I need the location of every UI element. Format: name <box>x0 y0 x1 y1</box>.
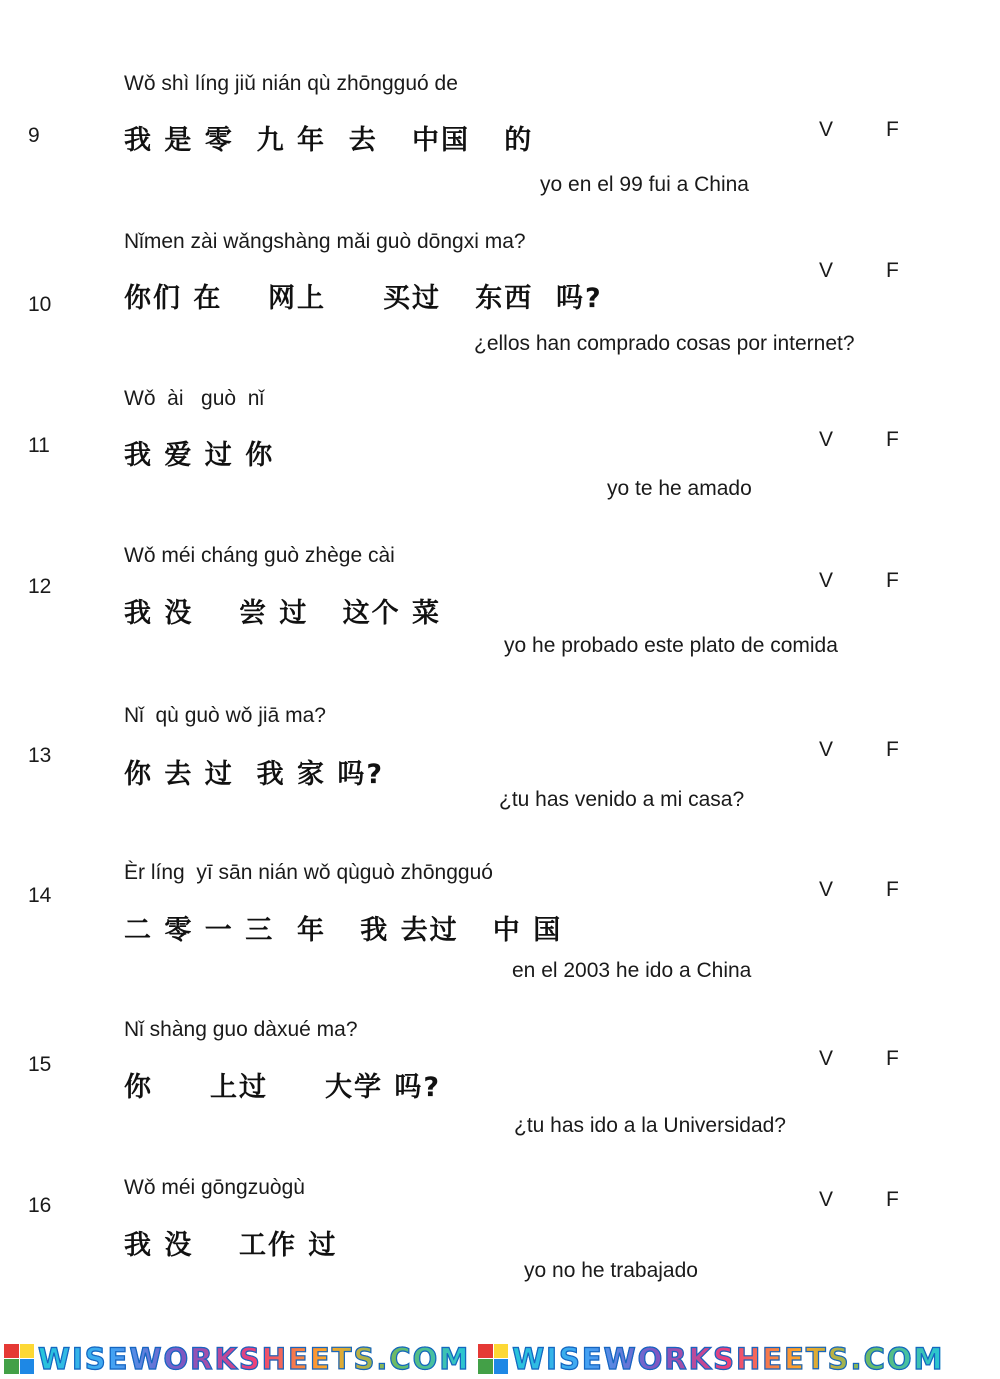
true-option[interactable]: V <box>819 878 834 901</box>
false-option[interactable]: F <box>886 569 899 592</box>
hanzi-text: 二 零 一 三 年 我 去过 中 国 <box>124 915 563 946</box>
true-option[interactable]: V <box>819 1188 834 1211</box>
spanish-translation: ¿ellos han comprado cosas por internet? <box>474 332 855 355</box>
false-option[interactable]: F <box>886 1188 899 1211</box>
pinyin-text: Wǒ méi gōngzuògù <box>124 1176 305 1199</box>
pinyin-text: Nǐ qù guò wǒ jiā ma? <box>124 704 326 727</box>
false-option[interactable]: F <box>886 259 899 282</box>
hanzi-text: 我 是 零 九 年 去 中国 的 <box>124 125 534 156</box>
false-option[interactable]: F <box>886 738 899 761</box>
true-option[interactable]: V <box>819 118 834 141</box>
question-number: 10 <box>28 293 52 316</box>
question-number: 12 <box>28 575 52 598</box>
brand-name: WISEWORKSHEETS.COM <box>38 1341 471 1376</box>
pinyin-text: Nǐmen zài wǎngshàng mǎi guò dōngxi ma? <box>124 230 526 253</box>
question-number: 9 <box>28 124 40 147</box>
false-option[interactable]: F <box>886 118 899 141</box>
spanish-translation: yo no he trabajado <box>524 1259 698 1282</box>
pinyin-text: Wǒ méi cháng guò zhège cài <box>124 544 395 567</box>
wiseworksheets-logo-icon <box>478 1344 508 1374</box>
true-option[interactable]: V <box>819 259 834 282</box>
brand-block <box>4 1342 470 1376</box>
brand-name: WISEWORKSHEETS.COM <box>512 1341 945 1376</box>
true-option[interactable]: V <box>819 1047 834 1070</box>
false-option[interactable]: F <box>886 878 899 901</box>
question-number: 16 <box>28 1194 52 1217</box>
hanzi-text: 我 爱 过 你 <box>124 440 275 471</box>
hanzi-text: 我 没 尝 过 这个 菜 <box>124 598 441 629</box>
question-number: 13 <box>28 744 52 767</box>
false-option[interactable]: F <box>886 1047 899 1070</box>
false-option[interactable]: F <box>886 428 899 451</box>
true-option[interactable]: V <box>819 569 834 592</box>
true-option[interactable]: V <box>819 738 834 761</box>
pinyin-text: Èr líng yī sān nián wǒ qùguò zhōngguó <box>124 861 493 884</box>
spanish-translation: yo he probado este plato de comida <box>504 634 838 657</box>
true-option[interactable]: V <box>819 428 834 451</box>
pinyin-text: Nǐ shàng guo dàxué ma? <box>124 1018 358 1041</box>
spanish-translation: ¿tu has venido a mi casa? <box>499 788 745 811</box>
spanish-translation: en el 2003 he ido a China <box>512 959 752 982</box>
footer-watermark <box>0 1338 1000 1379</box>
hanzi-text: 你们 在 网上 买过 东西 吗? <box>124 283 603 314</box>
spanish-translation: ¿tu has ido a la Universidad? <box>514 1114 786 1137</box>
brand-block <box>478 1342 944 1376</box>
question-number: 11 <box>28 434 50 457</box>
spanish-translation: yo en el 99 fui a China <box>540 173 749 196</box>
hanzi-text: 你 上过 大学 吗? <box>124 1072 442 1103</box>
pinyin-text: Wǒ ài guò nǐ <box>124 387 265 410</box>
spanish-translation: yo te he amado <box>607 477 752 500</box>
wiseworksheets-logo-icon <box>4 1344 34 1374</box>
question-number: 15 <box>28 1053 52 1076</box>
hanzi-text: 你 去 过 我 家 吗? <box>124 759 385 790</box>
pinyin-text: Wǒ shì líng jiǔ nián qù zhōngguó de <box>124 72 458 95</box>
question-number: 14 <box>28 884 52 907</box>
hanzi-text: 我 没 工作 过 <box>124 1230 338 1261</box>
